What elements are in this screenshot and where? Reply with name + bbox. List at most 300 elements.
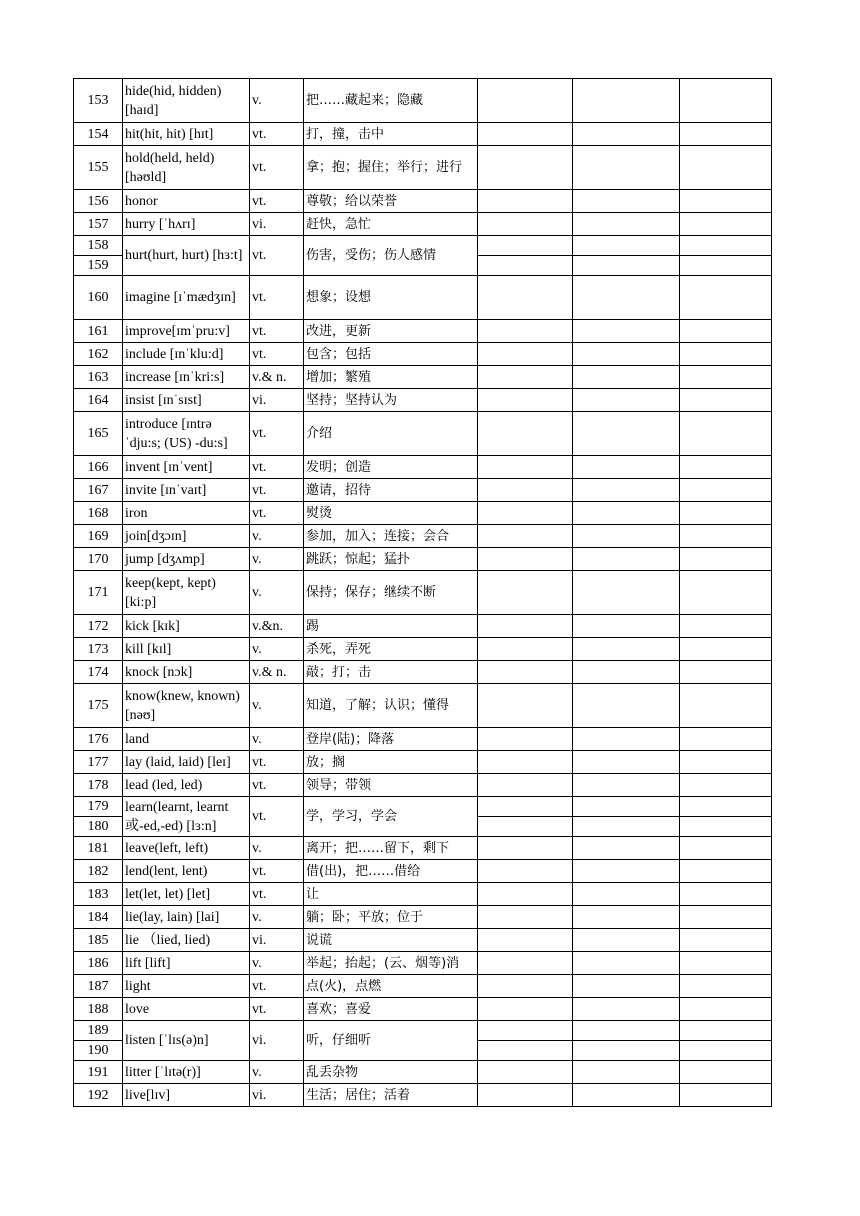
meaning-cell: 踢 — [304, 615, 478, 638]
blank-answer-cell[interactable] — [680, 412, 772, 456]
row-number: 189 — [74, 1021, 123, 1041]
blank-answer-cell[interactable] — [478, 728, 573, 751]
part-of-speech-cell: v. — [250, 1061, 304, 1084]
blank-answer-cell[interactable] — [573, 320, 680, 343]
word-cell: lie （lied, lied) — [123, 929, 250, 952]
part-of-speech-cell: vi. — [250, 389, 304, 412]
meaning-cell: 增加；繁殖 — [304, 366, 478, 389]
meaning-cell: 借(出)，把……借给 — [304, 860, 478, 883]
row-number: 180 — [74, 817, 123, 837]
part-of-speech-cell: vt. — [250, 479, 304, 502]
blank-answer-cell[interactable] — [478, 276, 573, 320]
blank-answer-cell[interactable] — [680, 123, 772, 146]
part-of-speech-cell: v. — [250, 684, 304, 728]
table-row — [74, 929, 772, 952]
part-of-speech-cell: v. — [250, 837, 304, 860]
meaning-cell: 让 — [304, 883, 478, 906]
blank-answer-cell[interactable] — [680, 389, 772, 412]
row-number: 164 — [74, 389, 123, 412]
blank-answer-cell[interactable] — [680, 728, 772, 751]
blank-answer-cell[interactable] — [478, 883, 573, 906]
part-of-speech-cell: vt. — [250, 860, 304, 883]
word-cell: kill [kɪl] — [123, 638, 250, 661]
word-cell: improve[ɪmˈpru:v] — [123, 320, 250, 343]
blank-answer-cell[interactable] — [680, 774, 772, 797]
word-cell: lift [lift] — [123, 952, 250, 975]
blank-answer-cell[interactable] — [680, 1021, 772, 1041]
part-of-speech-cell: vt. — [250, 797, 304, 837]
blank-answer-cell[interactable] — [680, 190, 772, 213]
row-number: 165 — [74, 412, 123, 456]
part-of-speech-cell: v. — [250, 952, 304, 975]
part-of-speech-cell: vi. — [250, 213, 304, 236]
table-row — [74, 1084, 772, 1107]
word-cell: listen [ˈlɪs(ə)n] — [123, 1021, 250, 1061]
row-number: 184 — [74, 906, 123, 929]
blank-answer-cell[interactable] — [478, 456, 573, 479]
meaning-cell: 发明；创造 — [304, 456, 478, 479]
word-cell: leave(left, left) — [123, 837, 250, 860]
meaning-cell: 放；搁 — [304, 751, 478, 774]
row-number: 192 — [74, 1084, 123, 1107]
blank-answer-cell[interactable] — [573, 479, 680, 502]
part-of-speech-cell: vi. — [250, 1084, 304, 1107]
row-number: 161 — [74, 320, 123, 343]
word-cell: learn(learnt, learnt 或-ed,-ed) [lɜ:n] — [123, 797, 250, 837]
blank-answer-cell[interactable] — [478, 684, 573, 728]
word-cell: let(let, let) [let] — [123, 883, 250, 906]
part-of-speech-cell: v. — [250, 728, 304, 751]
meaning-cell: 喜欢；喜爱 — [304, 998, 478, 1021]
blank-answer-cell[interactable] — [573, 952, 680, 975]
table-row — [74, 728, 772, 751]
row-number: 170 — [74, 548, 123, 571]
blank-answer-cell[interactable] — [680, 213, 772, 236]
meaning-cell: 登岸(陆)；降落 — [304, 728, 478, 751]
blank-answer-cell[interactable] — [573, 615, 680, 638]
row-number: 167 — [74, 479, 123, 502]
meaning-cell: 想象；设想 — [304, 276, 478, 320]
row-number: 182 — [74, 860, 123, 883]
word-cell: introduce [ɪntrəˈdju:s; (US) -du:s] — [123, 412, 250, 456]
blank-answer-cell[interactable] — [680, 661, 772, 684]
word-cell: hurry [ˈhʌrɪ] — [123, 213, 250, 236]
word-cell: hide(hid, hidden) [haɪd] — [123, 79, 250, 123]
meaning-cell: 听，仔细听 — [304, 1021, 478, 1061]
row-number: 175 — [74, 684, 123, 728]
word-cell: lead (led, led) — [123, 774, 250, 797]
meaning-cell: 跳跃；惊起；猛扑 — [304, 548, 478, 571]
table-row — [74, 661, 772, 684]
word-cell: lay (laid, laid) [leɪ] — [123, 751, 250, 774]
blank-answer-cell[interactable] — [680, 998, 772, 1021]
table-row — [74, 190, 772, 213]
blank-answer-cell[interactable] — [680, 1084, 772, 1107]
table-row — [74, 615, 772, 638]
blank-answer-cell[interactable] — [573, 797, 680, 817]
word-cell: live[lɪv] — [123, 1084, 250, 1107]
table-row — [74, 276, 772, 320]
blank-answer-cell[interactable] — [680, 79, 772, 123]
blank-answer-cell[interactable] — [573, 906, 680, 929]
blank-answer-cell[interactable] — [573, 213, 680, 236]
blank-answer-cell[interactable] — [680, 883, 772, 906]
blank-answer-cell[interactable] — [680, 343, 772, 366]
meaning-cell: 改进，更新 — [304, 320, 478, 343]
blank-answer-cell[interactable] — [478, 1061, 573, 1084]
meaning-cell: 熨烫 — [304, 502, 478, 525]
part-of-speech-cell: vt. — [250, 456, 304, 479]
blank-answer-cell[interactable] — [478, 797, 573, 817]
meaning-cell: 尊敬；给以荣誉 — [304, 190, 478, 213]
word-cell: keep(kept, kept) [ki:p] — [123, 571, 250, 615]
meaning-cell: 点(火)，点燃 — [304, 975, 478, 998]
blank-answer-cell[interactable] — [573, 366, 680, 389]
blank-answer-cell[interactable] — [680, 817, 772, 837]
row-number: 155 — [74, 146, 123, 190]
table-row — [74, 860, 772, 883]
blank-answer-cell[interactable] — [478, 525, 573, 548]
blank-answer-cell[interactable] — [573, 571, 680, 615]
row-number: 158 — [74, 236, 123, 256]
blank-answer-cell[interactable] — [573, 276, 680, 320]
table-row — [74, 797, 772, 817]
blank-answer-cell[interactable] — [573, 1021, 680, 1041]
blank-answer-cell[interactable] — [573, 661, 680, 684]
table-row — [74, 123, 772, 146]
word-cell: knock [nɔk] — [123, 661, 250, 684]
blank-answer-cell[interactable] — [478, 571, 573, 615]
blank-answer-cell[interactable] — [478, 998, 573, 1021]
blank-answer-cell[interactable] — [573, 817, 680, 837]
part-of-speech-cell: vt. — [250, 412, 304, 456]
part-of-speech-cell: vt. — [250, 998, 304, 1021]
blank-answer-cell[interactable] — [680, 548, 772, 571]
blank-answer-cell[interactable] — [478, 837, 573, 860]
blank-answer-cell[interactable] — [478, 817, 573, 837]
blank-answer-cell[interactable] — [478, 190, 573, 213]
meaning-cell: 离开；把……留下，剩下 — [304, 837, 478, 860]
blank-answer-cell[interactable] — [478, 256, 573, 276]
row-number: 191 — [74, 1061, 123, 1084]
row-number: 179 — [74, 797, 123, 817]
blank-answer-cell[interactable] — [478, 502, 573, 525]
vocabulary-table-body — [74, 79, 772, 1107]
blank-answer-cell[interactable] — [478, 661, 573, 684]
blank-answer-cell[interactable] — [680, 366, 772, 389]
word-cell: know(knew, known) [nəʊ] — [123, 684, 250, 728]
blank-answer-cell[interactable] — [478, 952, 573, 975]
blank-answer-cell[interactable] — [573, 774, 680, 797]
meaning-cell: 把……藏起来；隐藏 — [304, 79, 478, 123]
blank-answer-cell[interactable] — [478, 389, 573, 412]
meaning-cell: 介绍 — [304, 412, 478, 456]
part-of-speech-cell: v. — [250, 548, 304, 571]
row-number: 186 — [74, 952, 123, 975]
meaning-cell: 伤害，受伤；伤人感情 — [304, 236, 478, 276]
blank-answer-cell[interactable] — [680, 276, 772, 320]
part-of-speech-cell: v.& n. — [250, 366, 304, 389]
meaning-cell: 坚持；坚持认为 — [304, 389, 478, 412]
table-row — [74, 456, 772, 479]
part-of-speech-cell: vt. — [250, 774, 304, 797]
blank-answer-cell[interactable] — [573, 412, 680, 456]
row-number: 173 — [74, 638, 123, 661]
row-number: 156 — [74, 190, 123, 213]
part-of-speech-cell: vt. — [250, 123, 304, 146]
blank-answer-cell[interactable] — [573, 751, 680, 774]
table-row — [74, 525, 772, 548]
row-number: 181 — [74, 837, 123, 860]
vocabulary-table — [73, 78, 772, 1107]
part-of-speech-cell: vt. — [250, 190, 304, 213]
part-of-speech-cell: v. — [250, 79, 304, 123]
part-of-speech-cell: vt. — [250, 502, 304, 525]
meaning-cell: 知道，了解；认识；懂得 — [304, 684, 478, 728]
table-row — [74, 548, 772, 571]
blank-answer-cell[interactable] — [573, 343, 680, 366]
table-row — [74, 952, 772, 975]
blank-answer-cell[interactable] — [478, 1084, 573, 1107]
blank-answer-cell[interactable] — [680, 1041, 772, 1061]
word-cell: imagine [ɪˈmædʒɪn] — [123, 276, 250, 320]
blank-answer-cell[interactable] — [680, 571, 772, 615]
blank-answer-cell[interactable] — [573, 236, 680, 256]
table-row — [74, 975, 772, 998]
word-cell: hold(held, held) [həʊld] — [123, 146, 250, 190]
blank-answer-cell[interactable] — [573, 548, 680, 571]
table-row — [74, 479, 772, 502]
part-of-speech-cell: vt. — [250, 975, 304, 998]
blank-answer-cell[interactable] — [680, 479, 772, 502]
word-cell: lend(lent, lent) — [123, 860, 250, 883]
row-number: 178 — [74, 774, 123, 797]
meaning-cell: 举起；抬起；(云、烟等)消 — [304, 952, 478, 975]
blank-answer-cell[interactable] — [573, 998, 680, 1021]
word-cell: invent [ɪnˈvent] — [123, 456, 250, 479]
word-cell: iron — [123, 502, 250, 525]
table-row — [74, 774, 772, 797]
blank-answer-cell[interactable] — [573, 837, 680, 860]
blank-answer-cell[interactable] — [478, 79, 573, 123]
blank-answer-cell[interactable] — [478, 751, 573, 774]
meaning-cell: 杀死，弄死 — [304, 638, 478, 661]
blank-answer-cell[interactable] — [478, 213, 573, 236]
blank-answer-cell[interactable] — [573, 728, 680, 751]
blank-answer-cell[interactable] — [680, 797, 772, 817]
blank-answer-cell[interactable] — [478, 906, 573, 929]
blank-answer-cell[interactable] — [573, 525, 680, 548]
blank-answer-cell[interactable] — [573, 638, 680, 661]
blank-answer-cell[interactable] — [478, 146, 573, 190]
row-number: 174 — [74, 661, 123, 684]
part-of-speech-cell: vt. — [250, 343, 304, 366]
row-number: 176 — [74, 728, 123, 751]
blank-answer-cell[interactable] — [573, 502, 680, 525]
blank-answer-cell[interactable] — [680, 1061, 772, 1084]
word-cell: join[dʒɔɪn] — [123, 525, 250, 548]
blank-answer-cell[interactable] — [573, 883, 680, 906]
blank-answer-cell[interactable] — [478, 320, 573, 343]
word-cell: honor — [123, 190, 250, 213]
word-cell: litter [ˈlɪtə(r)] — [123, 1061, 250, 1084]
row-number: 190 — [74, 1041, 123, 1061]
table-row — [74, 883, 772, 906]
meaning-cell: 拿；抱；握住；举行；进行 — [304, 146, 478, 190]
table-row — [74, 906, 772, 929]
part-of-speech-cell: v.&n. — [250, 615, 304, 638]
blank-answer-cell[interactable] — [680, 906, 772, 929]
blank-answer-cell[interactable] — [680, 502, 772, 525]
table-row — [74, 213, 772, 236]
row-number: 185 — [74, 929, 123, 952]
blank-answer-cell[interactable] — [680, 256, 772, 276]
word-cell: insist [ɪnˈsɪst] — [123, 389, 250, 412]
row-number: 169 — [74, 525, 123, 548]
row-number: 177 — [74, 751, 123, 774]
blank-answer-cell[interactable] — [573, 684, 680, 728]
part-of-speech-cell: vt. — [250, 236, 304, 276]
blank-answer-cell[interactable] — [680, 320, 772, 343]
blank-answer-cell[interactable] — [680, 638, 772, 661]
word-cell: love — [123, 998, 250, 1021]
table-row — [74, 79, 772, 123]
blank-answer-cell[interactable] — [573, 389, 680, 412]
meaning-cell: 敲；打；击 — [304, 661, 478, 684]
blank-answer-cell[interactable] — [573, 1061, 680, 1084]
row-number: 154 — [74, 123, 123, 146]
blank-answer-cell[interactable] — [478, 975, 573, 998]
row-number: 188 — [74, 998, 123, 1021]
row-number: 157 — [74, 213, 123, 236]
blank-answer-cell[interactable] — [478, 638, 573, 661]
blank-answer-cell[interactable] — [680, 236, 772, 256]
blank-answer-cell[interactable] — [680, 952, 772, 975]
table-row — [74, 1021, 772, 1041]
table-row — [74, 343, 772, 366]
blank-answer-cell[interactable] — [680, 929, 772, 952]
row-number: 171 — [74, 571, 123, 615]
meaning-cell: 说谎 — [304, 929, 478, 952]
table-row — [74, 998, 772, 1021]
blank-answer-cell[interactable] — [573, 456, 680, 479]
blank-answer-cell[interactable] — [478, 236, 573, 256]
blank-answer-cell[interactable] — [478, 1041, 573, 1061]
blank-answer-cell[interactable] — [680, 751, 772, 774]
meaning-cell: 乱丢杂物 — [304, 1061, 478, 1084]
blank-answer-cell[interactable] — [478, 615, 573, 638]
blank-answer-cell[interactable] — [573, 146, 680, 190]
part-of-speech-cell: v. — [250, 525, 304, 548]
blank-answer-cell[interactable] — [680, 525, 772, 548]
row-number: 159 — [74, 256, 123, 276]
part-of-speech-cell: vi. — [250, 929, 304, 952]
row-number: 172 — [74, 615, 123, 638]
row-number: 153 — [74, 79, 123, 123]
blank-answer-cell[interactable] — [573, 256, 680, 276]
row-number: 163 — [74, 366, 123, 389]
table-row — [74, 366, 772, 389]
table-row — [74, 571, 772, 615]
blank-answer-cell[interactable] — [478, 479, 573, 502]
part-of-speech-cell: v.& n. — [250, 661, 304, 684]
blank-answer-cell[interactable] — [478, 860, 573, 883]
blank-answer-cell[interactable] — [573, 975, 680, 998]
word-cell: hit(hit, hit) [hɪt] — [123, 123, 250, 146]
part-of-speech-cell: vt. — [250, 320, 304, 343]
word-cell: kick [kɪk] — [123, 615, 250, 638]
blank-answer-cell[interactable] — [478, 548, 573, 571]
blank-answer-cell[interactable] — [573, 79, 680, 123]
meaning-cell: 生活；居住；活着 — [304, 1084, 478, 1107]
blank-answer-cell[interactable] — [680, 837, 772, 860]
meaning-cell: 打，撞，击中 — [304, 123, 478, 146]
blank-answer-cell[interactable] — [680, 615, 772, 638]
row-number: 160 — [74, 276, 123, 320]
blank-answer-cell[interactable] — [478, 366, 573, 389]
blank-answer-cell[interactable] — [478, 412, 573, 456]
blank-answer-cell[interactable] — [680, 975, 772, 998]
word-cell: invite [ɪnˈvaɪt] — [123, 479, 250, 502]
blank-answer-cell[interactable] — [573, 1084, 680, 1107]
part-of-speech-cell: vi. — [250, 1021, 304, 1061]
meaning-cell: 领导；带领 — [304, 774, 478, 797]
blank-answer-cell[interactable] — [680, 684, 772, 728]
table-row — [74, 502, 772, 525]
table-row — [74, 412, 772, 456]
blank-answer-cell[interactable] — [573, 190, 680, 213]
word-cell: include [ɪnˈklu:d] — [123, 343, 250, 366]
table-row — [74, 638, 772, 661]
blank-answer-cell[interactable] — [478, 929, 573, 952]
meaning-cell: 躺；卧；平放；位于 — [304, 906, 478, 929]
meaning-cell: 邀请，招待 — [304, 479, 478, 502]
blank-answer-cell[interactable] — [573, 123, 680, 146]
part-of-speech-cell: v. — [250, 906, 304, 929]
blank-answer-cell[interactable] — [680, 860, 772, 883]
blank-answer-cell[interactable] — [478, 774, 573, 797]
blank-answer-cell[interactable] — [680, 456, 772, 479]
row-number: 168 — [74, 502, 123, 525]
meaning-cell: 学，学习，学会 — [304, 797, 478, 837]
part-of-speech-cell: v. — [250, 638, 304, 661]
meaning-cell: 包含；包括 — [304, 343, 478, 366]
table-row — [74, 751, 772, 774]
word-cell: land — [123, 728, 250, 751]
blank-answer-cell[interactable] — [680, 146, 772, 190]
table-row — [74, 1061, 772, 1084]
row-number: 162 — [74, 343, 123, 366]
row-number: 183 — [74, 883, 123, 906]
table-row — [74, 389, 772, 412]
meaning-cell: 参加，加入；连接；会合 — [304, 525, 478, 548]
blank-answer-cell[interactable] — [478, 343, 573, 366]
part-of-speech-cell: vt. — [250, 276, 304, 320]
blank-answer-cell[interactable] — [478, 123, 573, 146]
blank-answer-cell[interactable] — [573, 860, 680, 883]
blank-answer-cell[interactable] — [573, 1041, 680, 1061]
word-cell: lie(lay, lain) [lai] — [123, 906, 250, 929]
table-row — [74, 837, 772, 860]
word-cell: hurt(hurt, hurt) [hɜ:t] — [123, 236, 250, 276]
blank-answer-cell[interactable] — [573, 929, 680, 952]
part-of-speech-cell: vt. — [250, 146, 304, 190]
word-cell: light — [123, 975, 250, 998]
table-row — [74, 236, 772, 256]
blank-answer-cell[interactable] — [478, 1021, 573, 1041]
table-row — [74, 684, 772, 728]
row-number: 187 — [74, 975, 123, 998]
